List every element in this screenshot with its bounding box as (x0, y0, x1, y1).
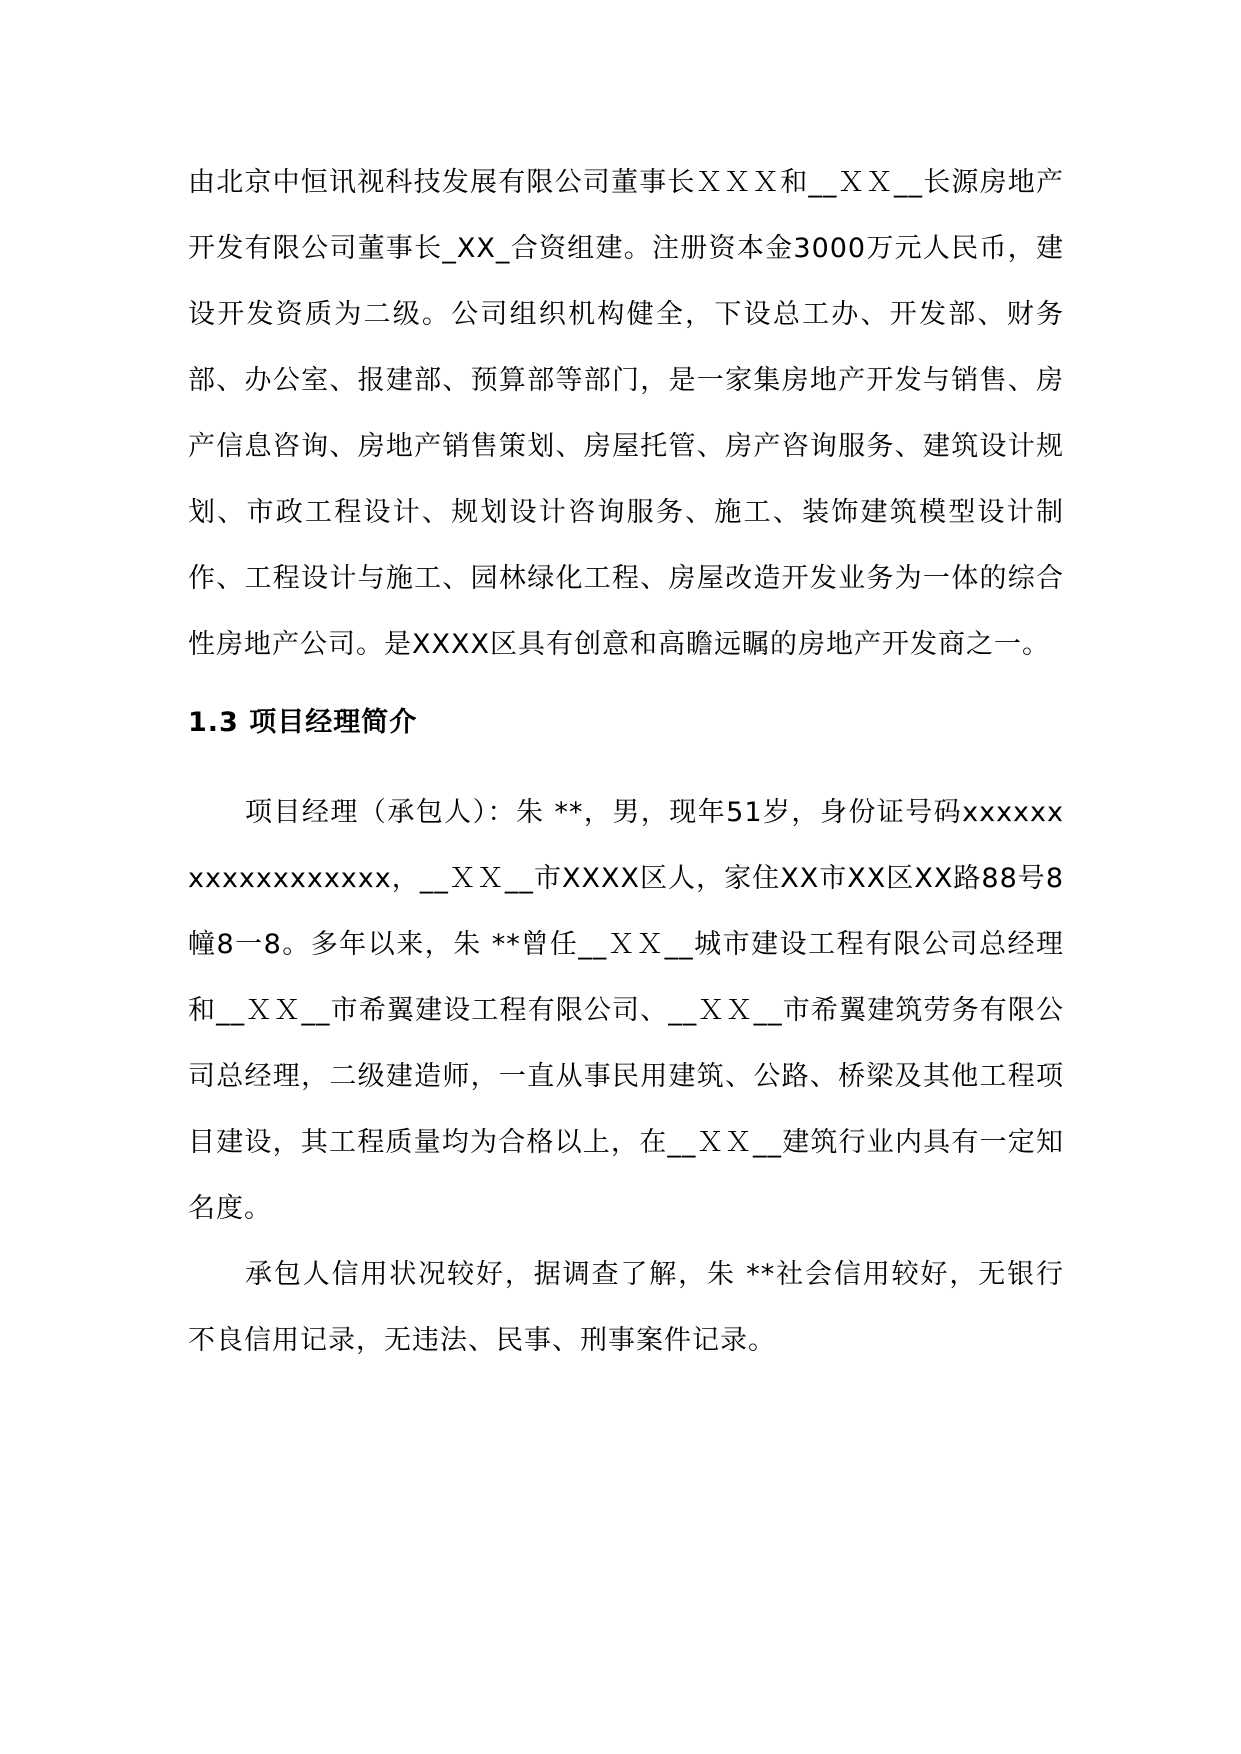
document-body (188, 150, 1064, 1374)
project-manager-paragraph: 项目经理（承包人）：朱 **，男，现年51岁，身份证号码xxxxxxxxxxxxxxxxxx，__ＸＸ__市XXXX区人，家住XX市XX区XX路88号8幢8一8。多年以来，朱 **曾任__ＸＸ__城市建设工程有限公司总经理和__ＸＸ__市希翼建设工程有限公司、__ＸＸ__市希翼建筑劳务有限公司总经理，二级建造师，一直从事民用建筑、公路、桥梁及其他工程项目建设，其工程质量均为合格以上，在__ＸＸ__建筑行业内具有一定知名度。 (188, 797, 1064, 1224)
company-intro-paragraph: 由北京中恒讯视科技发展有限公司董事长ＸＸＸ和__ＸＸ__长源房地产开发有限公司董事长_XX_合资组建。注册资本金3000万元人民币，建设开发资质为二级。公司组织机构健全，下设总工办、开发部、财务部、办公室、报建部、预算部等部门，是一家集房地产开发与销售、房产信息咨询、房地产销售策划、房屋托管、房产咨询服务、建筑设计规划、市政工程设计、规划设计咨询服务、施工、装饰建筑模型设计制作、工程设计与施工、园林绿化工程、房屋改造开发业务为一体的综合性房地产公司。是XXXX区具有创意和高瞻远瞩的房地产开发商之一。 (188, 167, 1064, 660)
credit-status-paragraph: 承包人信用状况较好，据调查了解，朱 **社会信用较好，无银行不良信用记录，无违法、民事、刑事案件记录。 (188, 1259, 1064, 1356)
section-heading-project-manager: 1.3 项目经理简介 (188, 707, 418, 738)
